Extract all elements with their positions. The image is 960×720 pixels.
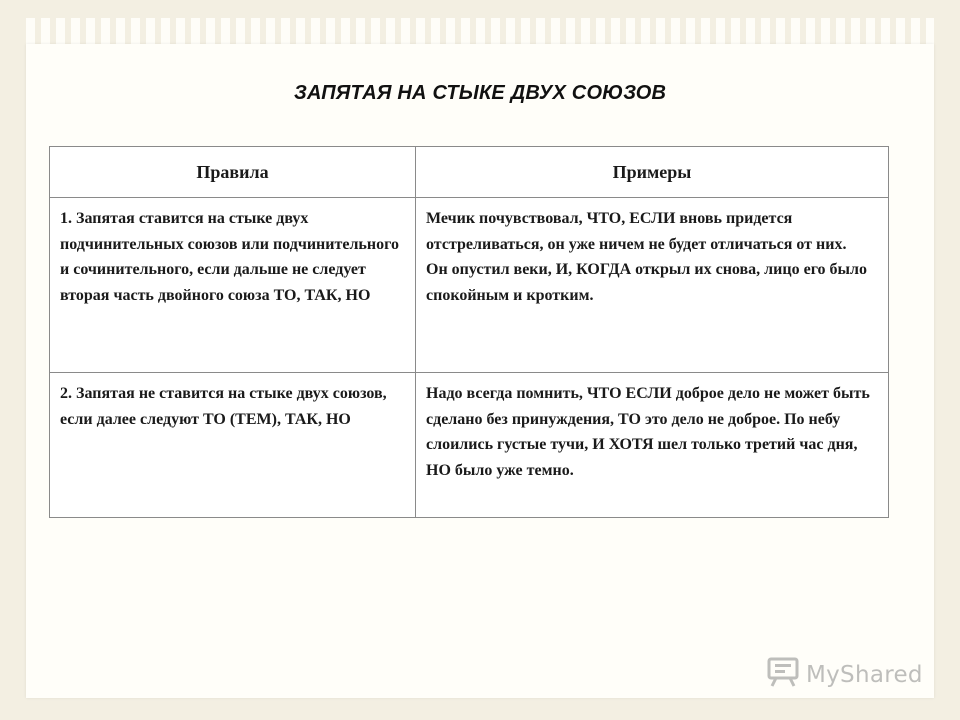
example-cell: Надо всегда помнить, ЧТО ЕСЛИ доброе дело не может быть сделано без принуждения, ТО это дело не доброе. По небу слоились густые тучи, И ХОТЯ шел только третий час дня, НО было уже темно. bbox=[416, 373, 889, 518]
myshared-watermark bbox=[766, 656, 923, 693]
header-examples: Примеры bbox=[416, 147, 889, 198]
rule-cell: 2. Запятая не ставится на стыке двух союзов, если далее следуют ТО (ТЕМ), ТАК, НО bbox=[50, 373, 416, 518]
example-text: Мечик почувствовал, ЧТО, ЕСЛИ вновь придется отстреливаться, он уже ничем не будет отличаться от них. bbox=[426, 210, 847, 253]
example-cell bbox=[416, 198, 889, 373]
example-text: Он опустил веки, И, КОГДА открыл их снова, лицо его было спокойным и кротким. bbox=[426, 261, 868, 304]
page-title: ЗАПЯТАЯ НА СТЫКЕ ДВУХ СОЮЗОВ bbox=[294, 82, 667, 104]
table-header-row bbox=[50, 147, 889, 198]
table-row bbox=[50, 373, 889, 518]
presentation-board-icon bbox=[766, 656, 800, 693]
table-row bbox=[50, 198, 889, 373]
header-rules: Правила bbox=[50, 147, 416, 198]
watermark-text: MyShared bbox=[806, 661, 923, 688]
rule-cell: 1. Запятая ставится на стыке двух подчинительных союзов или подчинительного и сочинительного, если дальше не следует вторая часть двойного союза ТО, ТАК, НО bbox=[50, 198, 416, 373]
rules-table bbox=[49, 146, 889, 518]
